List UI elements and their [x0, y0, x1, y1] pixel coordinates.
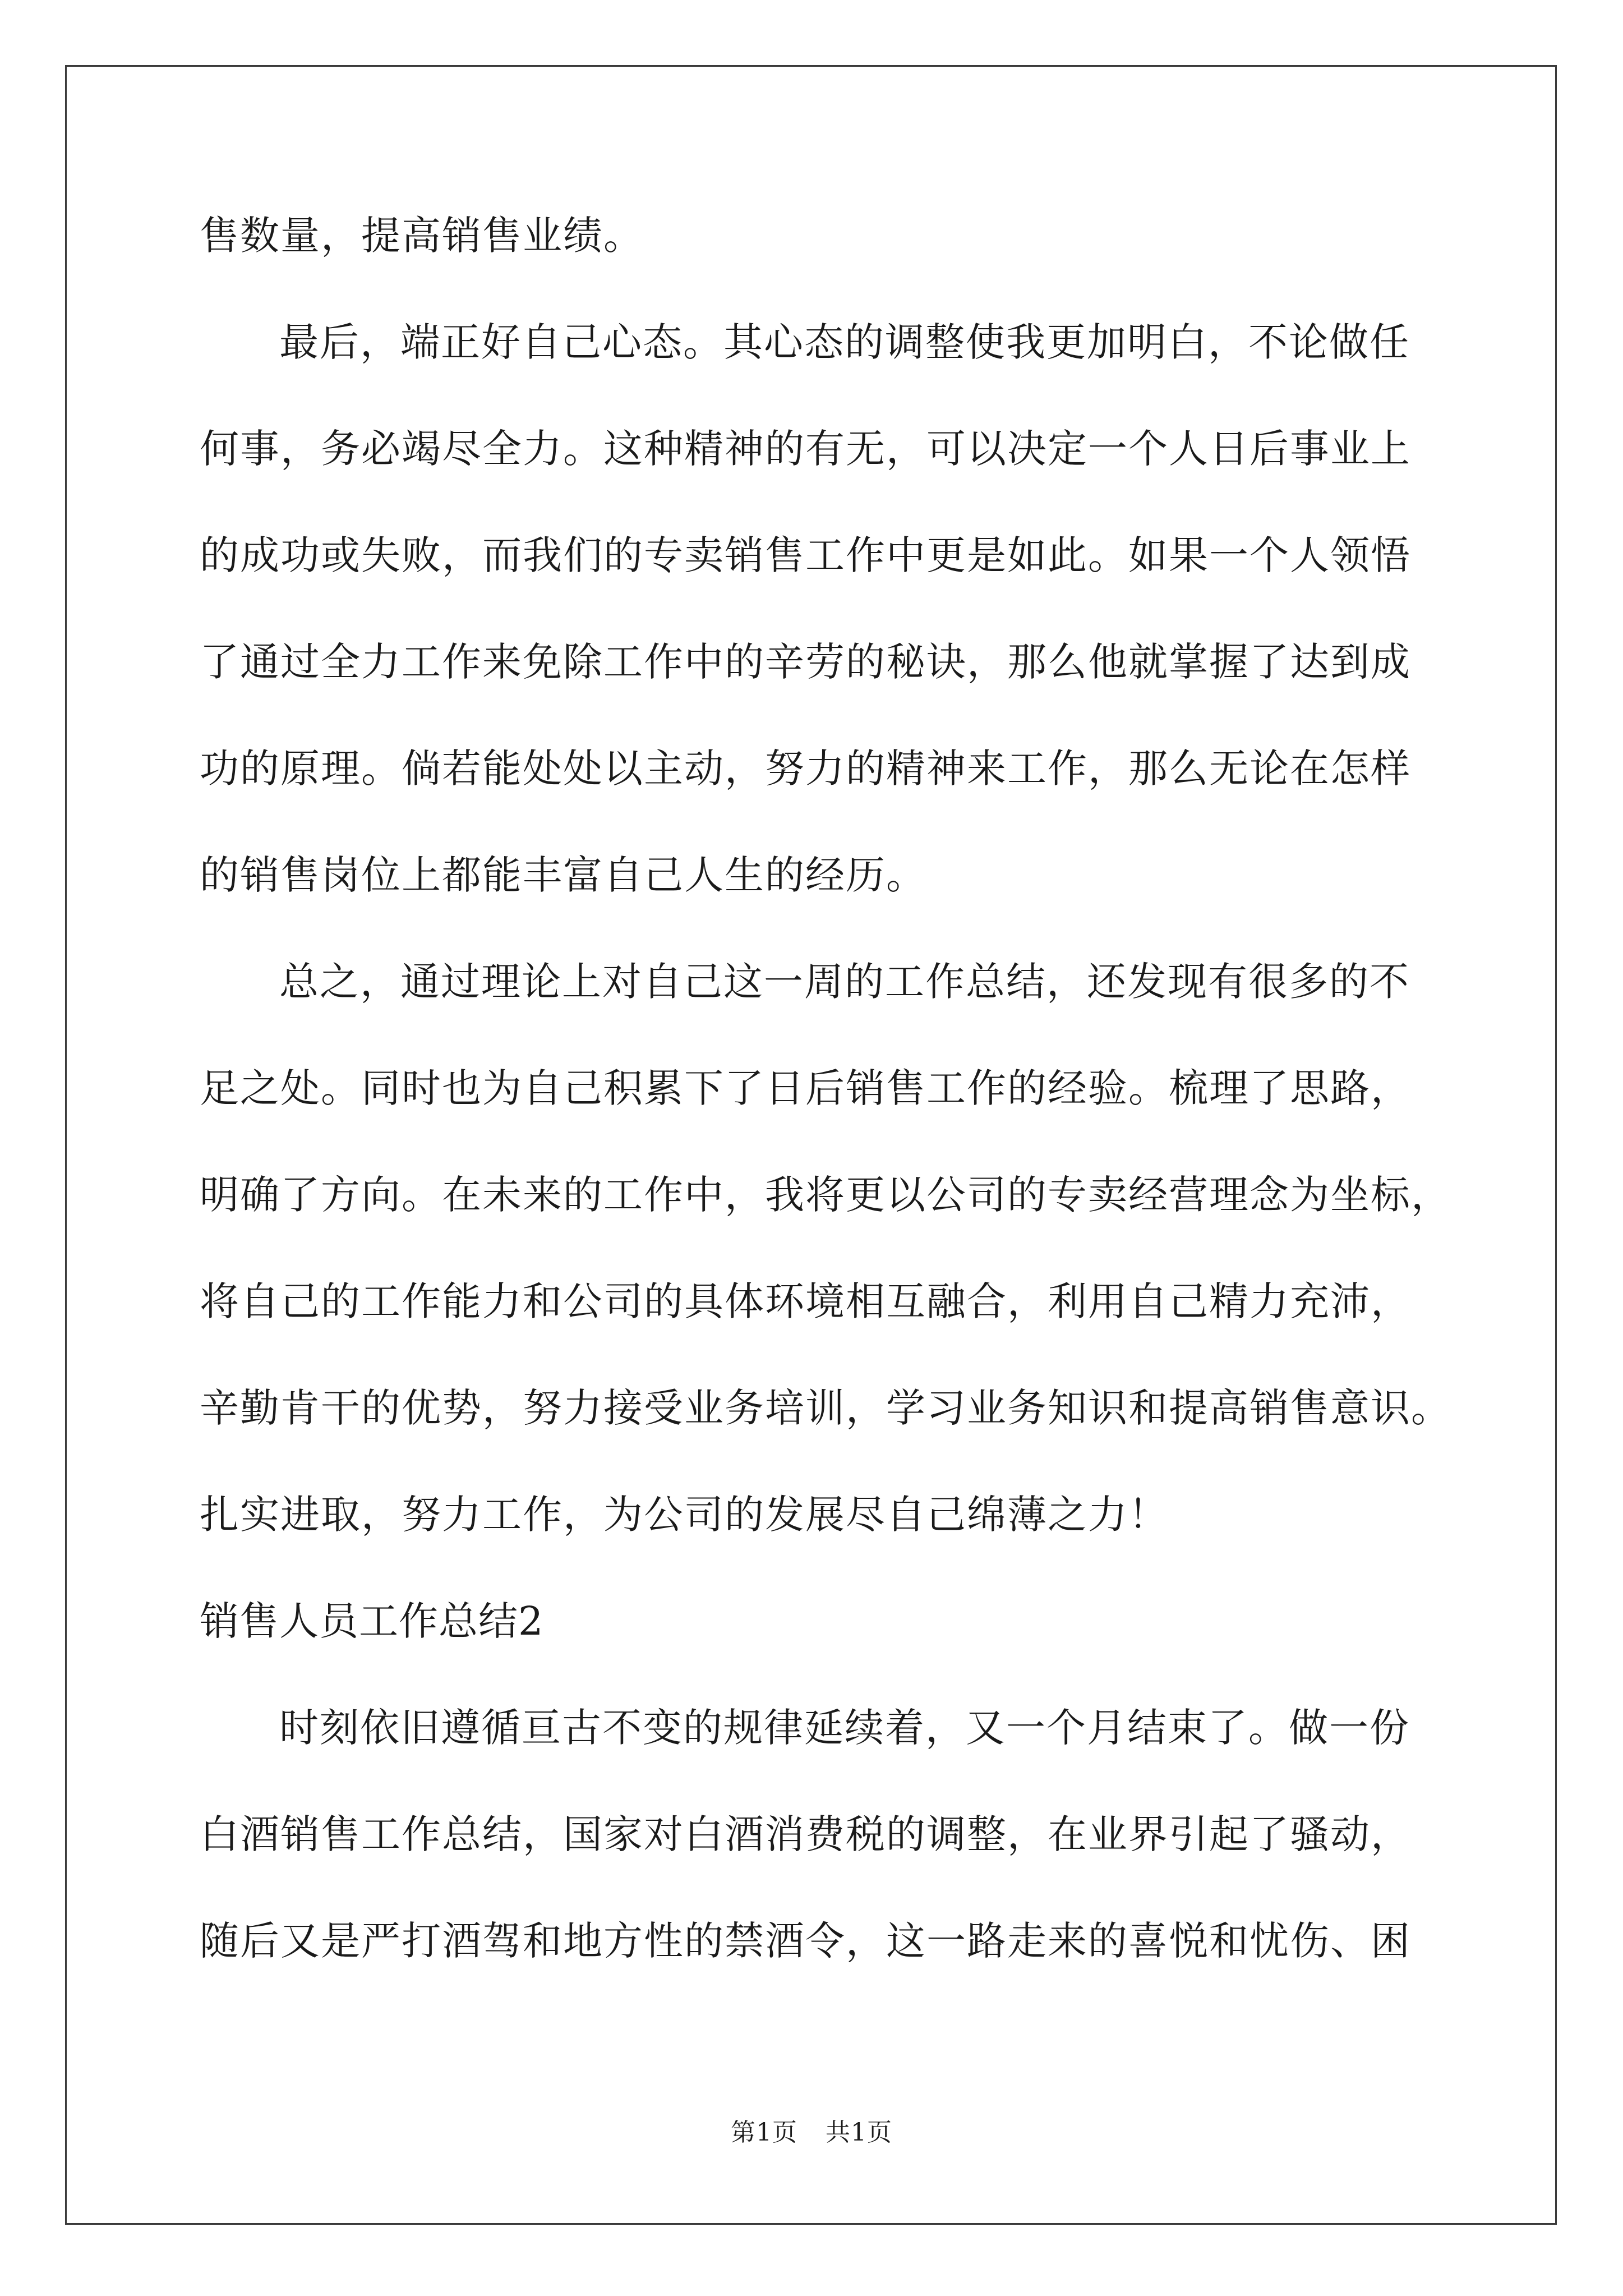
- text-line: 随后又是严打酒驾和地方性的禁酒令，这一路走来的喜悦和忧伤、困: [200, 1918, 1411, 1964]
- document-body: [200, 210, 1451, 2022]
- page-footer: [0, 2116, 1623, 2150]
- text-line: 白酒销售工作总结，国家对白酒消费税的调整，在业界引起了骚动，: [200, 1811, 1411, 1857]
- paragraph-start-line: 最后，端正好自己心态。其心态的调整使我更加明白，不论做任: [279, 319, 1410, 365]
- text-line: 明确了方向。在未来的工作中，我将更以公司的专卖经营理念为坐标，: [200, 1172, 1451, 1218]
- text-line: 了通过全力工作来免除工作中的辛劳的秘诀，那么他就掌握了达到成: [200, 639, 1411, 685]
- text-line: 将自己的工作能力和公司的具体环境相互融合，利用自己精力充沛，: [200, 1278, 1411, 1324]
- text-line: 功的原理。倘若能处处以主动，努力的精神来工作，那么无论在怎样: [200, 746, 1411, 792]
- text-line: 何事，务必竭尽全力。这种精神的有无，可以决定一个人日后事业上: [200, 426, 1411, 472]
- text-line: 售数量，提高销售业绩。: [200, 213, 644, 259]
- text-line: 的成功或失败，而我们的专卖销售工作中更是如此。如果一个人领悟: [200, 532, 1411, 578]
- page-number: 第1页: [731, 2118, 797, 2147]
- text-line: 辛勤肯干的优势，努力接受业务培训，学习业务知识和提高销售意识。: [200, 1385, 1451, 1431]
- paragraph-start-line: 总之，通过理论上对自己这一周的工作总结，还发现有很多的不: [279, 959, 1410, 1005]
- section-heading: 销售人员工作总结2: [200, 1598, 544, 1644]
- text-line: 扎实进取，努力工作，为公司的发展尽自己绵薄之力！: [200, 1492, 1169, 1538]
- text-line: 的销售岗位上都能丰富自己人生的经历。: [200, 852, 926, 898]
- text-line: 足之处。同时也为自己积累下了日后销售工作的经验。梳理了思路，: [200, 1065, 1411, 1111]
- page-total: 共1页: [826, 2118, 892, 2147]
- paragraph-start-line: 时刻依旧遵循亘古不变的规律延续着，又一个月结束了。做一份: [279, 1705, 1410, 1751]
